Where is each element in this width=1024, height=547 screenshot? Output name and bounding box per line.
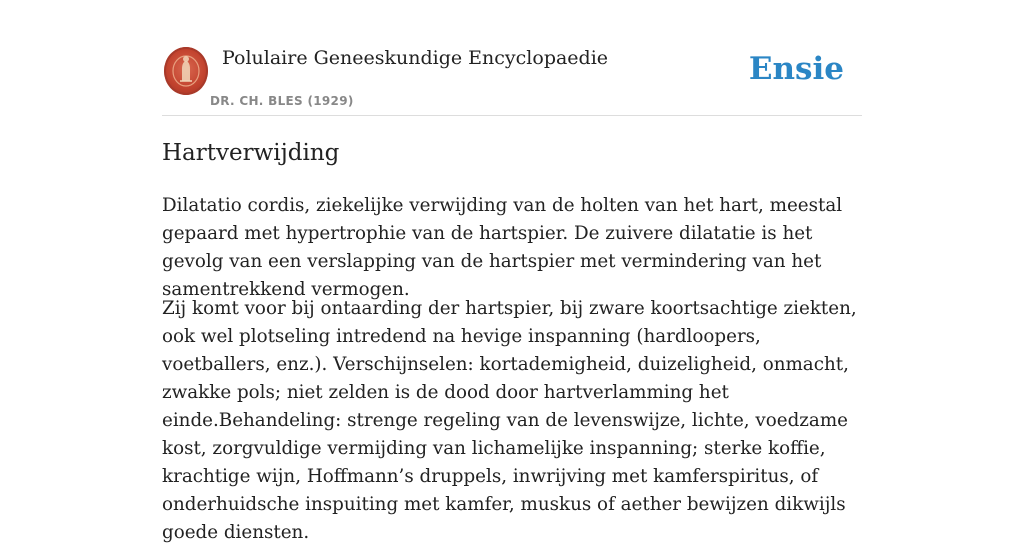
book-author: DR. CH. BLES (1929) <box>210 94 354 108</box>
page-title: Hartverwijding <box>162 140 340 166</box>
site-header <box>162 40 862 116</box>
article-paragraph: Zij komt voor bij ontaarding der hartspier, bij zware koortsachtige ziekten, ook wel plotseling intredend na hevige inspanning (hardloopers, voetballers, enz.). Verschijnselen: kortademigheid, duizeligheid, onmacht, zwakke pols; niet zelden is de dood door hartverlamming het einde.Behandeling: strenge regeling van de levenswijze, lichte, voedzame kost, zorgvuldige vermijding van lichamelijke inspanning; sterke koffie, krachtige wijn, Hoffmann’s druppels, inwrijving met kamferspiritus, of onderhuidsche inspuiting met kamfer, muskus of aether bewijzen dikwijls goede diensten. <box>162 298 857 543</box>
book-seal-icon[interactable] <box>164 47 208 95</box>
brand-logo[interactable]: Ensie <box>748 51 844 87</box>
book-title[interactable]: Polulaire Geneeskundige Encyclopaedie <box>222 47 609 69</box>
article-paragraph: Dilatatio cordis, ziekelijke verwijding van de holten van het hart, meestal gepaard met hypertrophie van de hartspier. De zuivere dilatatie is het gevolg van een verslapping van de hartspier met vermindering van het samentrekkend vermogen. <box>162 195 843 300</box>
